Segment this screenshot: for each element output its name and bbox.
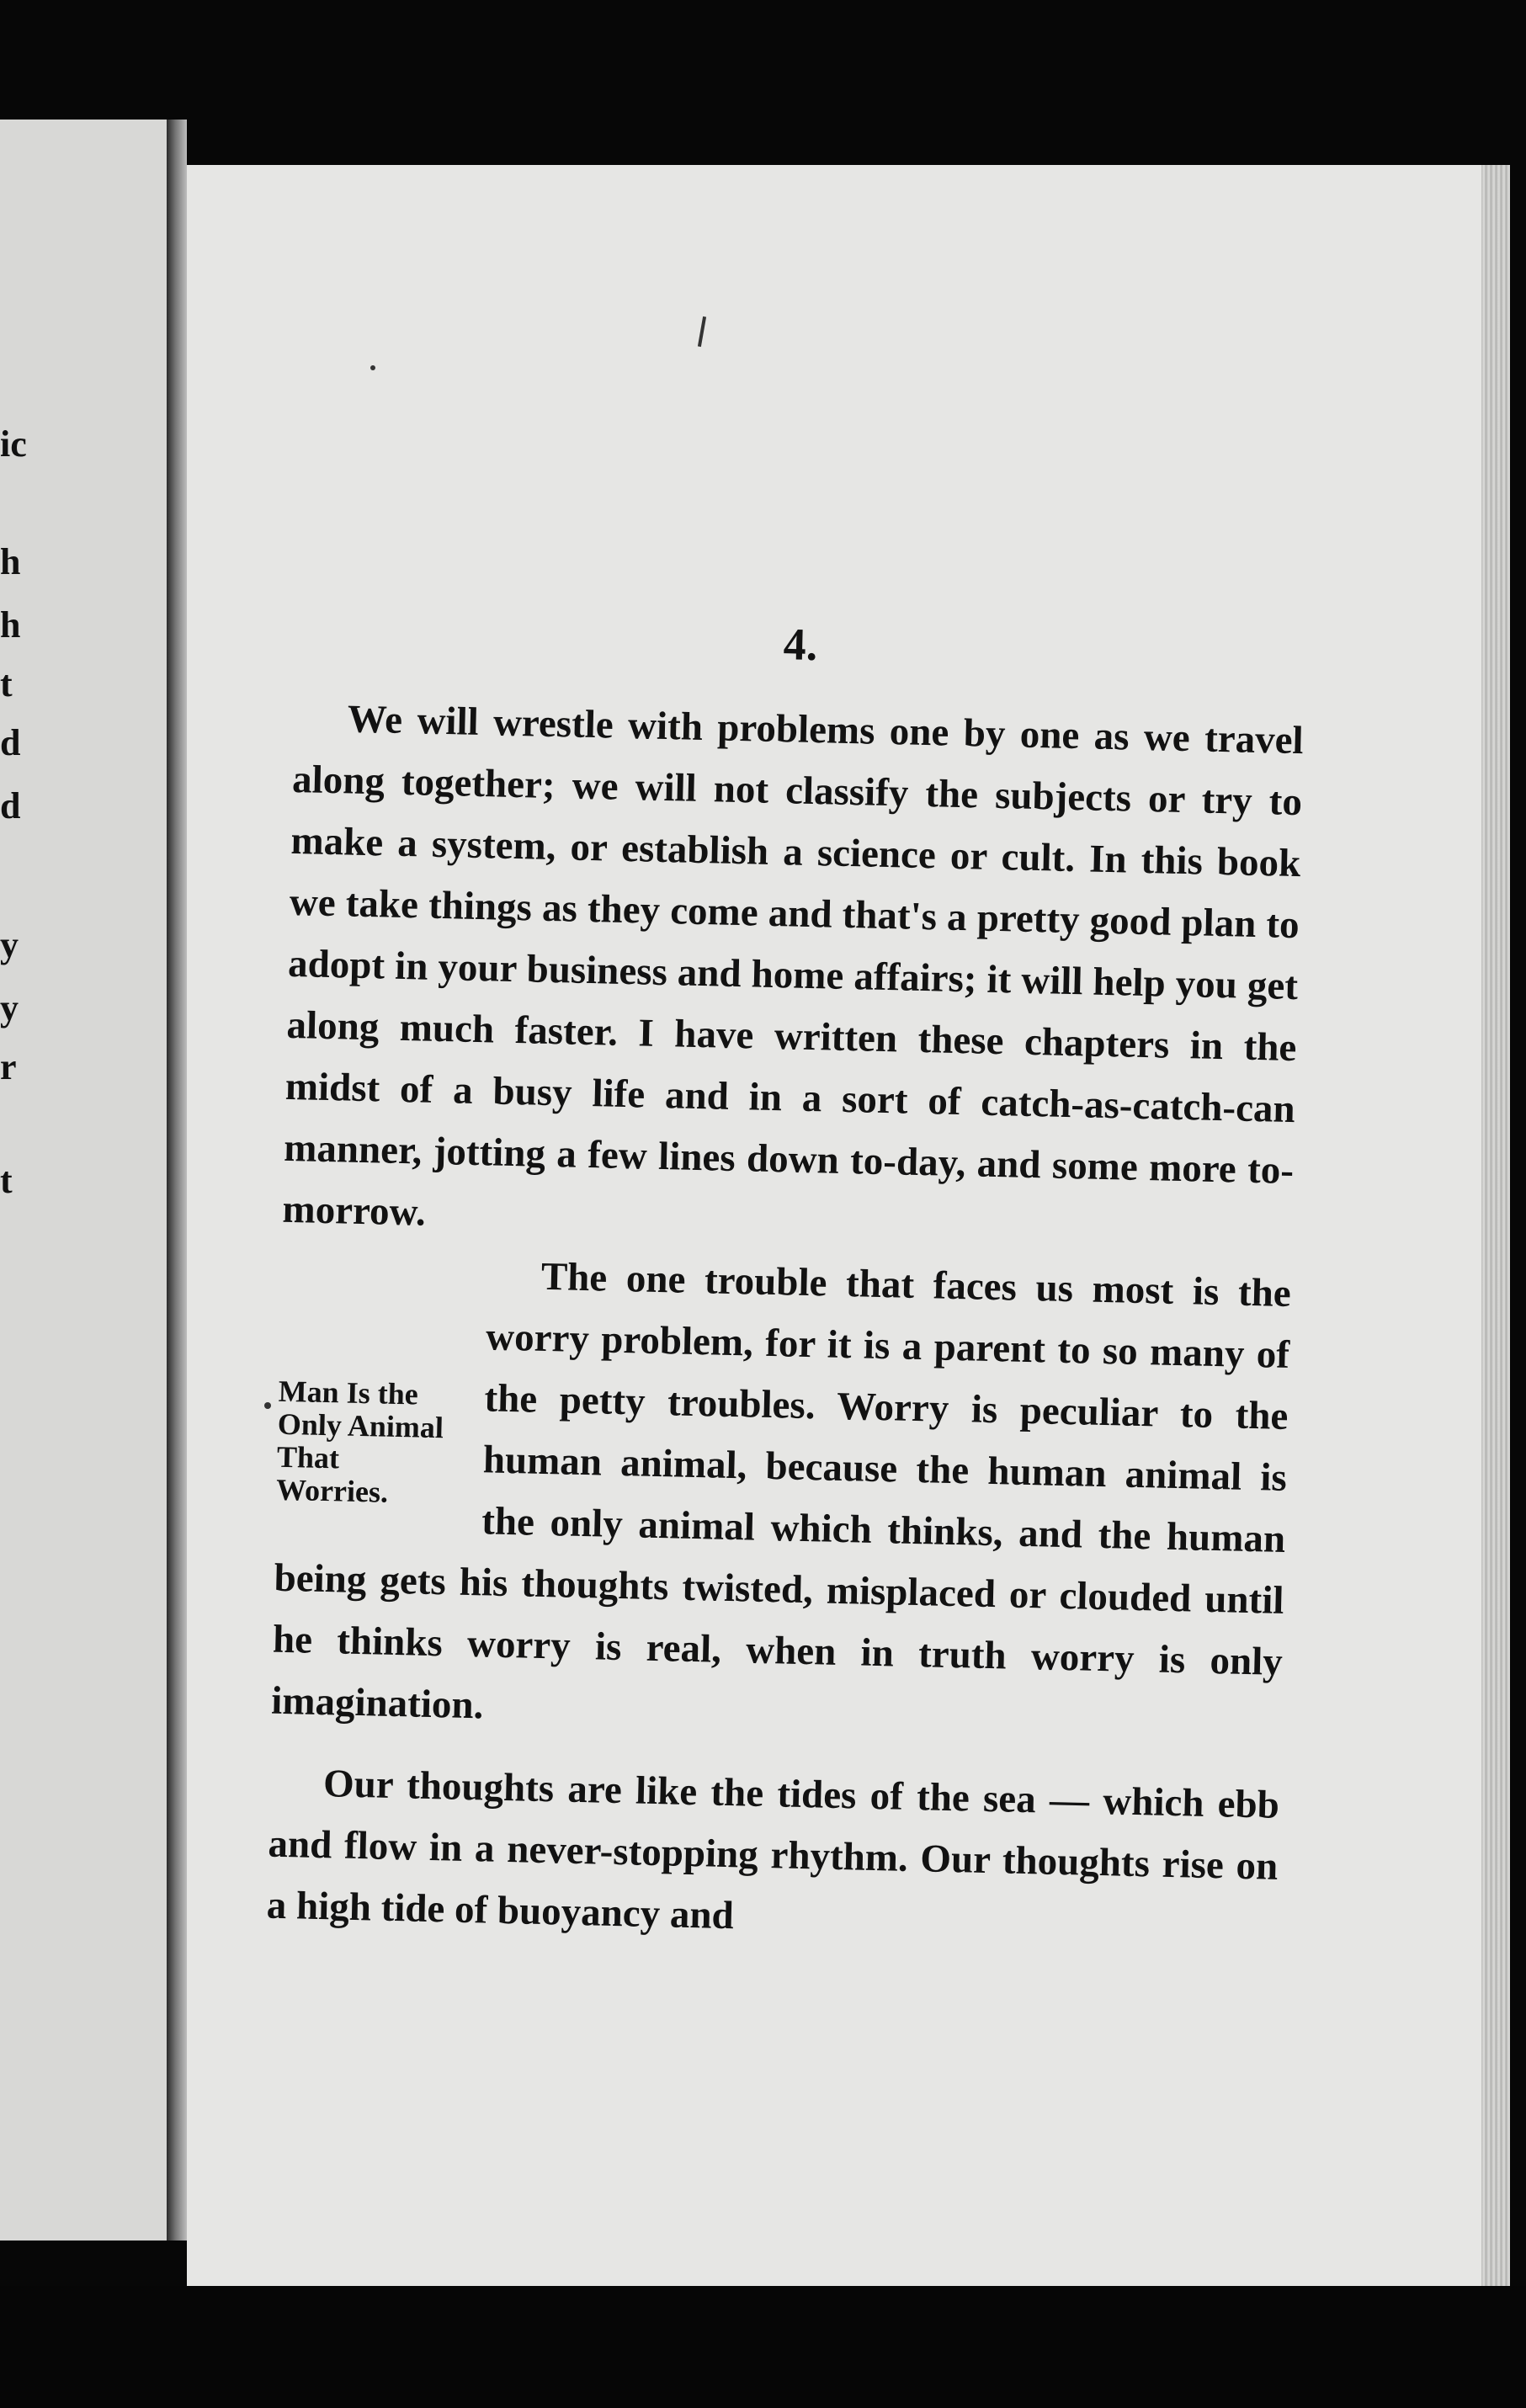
left-page-fragment: h <box>0 541 21 582</box>
scanner-background <box>0 2286 1526 2408</box>
scan-speck <box>264 1402 271 1409</box>
book-gutter <box>167 120 187 2241</box>
margin-note: Man Is the Only Animal That Worries. <box>275 1374 444 1509</box>
page-content <box>266 603 1306 1959</box>
page-edge <box>1481 165 1510 2286</box>
left-page-fragment: y <box>0 924 19 965</box>
left-page-fragment: ic <box>0 423 27 465</box>
left-page-fragment: d <box>0 785 21 827</box>
left-page-fragment: h <box>0 604 21 646</box>
scan-speck <box>370 365 375 370</box>
paragraph: The one trouble that faces us most is the worry problem, for it is a parent to so many of the petty troubles. Worry is peculiar to the human animal, because the human animal is the only animal which thinks, and the human being gets his thoughts twisted, misplaced or clouded until he thinks worry is real, when in truth worry is only imagination. <box>270 1254 1292 1728</box>
scan-speck <box>698 316 706 347</box>
paragraph: Our thoughts are like the tides of the sea — which ebb and flow in a never-stopping rhythm. Our thoughts rise on a high tide of buoyancy and <box>266 1762 1280 1938</box>
left-page-fragment: r <box>0 1046 17 1087</box>
left-page-fragment: t <box>0 663 13 704</box>
left-page-fragment: t <box>0 1160 13 1201</box>
scanned-page <box>187 165 1510 2286</box>
left-page-fragment: y <box>0 987 19 1029</box>
chapter-number: 4. <box>783 619 818 671</box>
paragraph: We will wrestle with problems one by one as we travel along together; we will not classify the subjects or try to make a system, or establish a science or cult. In this book we take things as they come and that's a pretty good plan to adopt in your business and home affairs; it will help you get along much faster. I have written these chapters in the midst of a busy life and in a sort of catch-as-catch-can manner, jotting a few lines down to-day, and some more to-morrow. <box>282 697 1305 1235</box>
left-page <box>0 120 172 2241</box>
left-page-fragment: d <box>0 722 21 763</box>
